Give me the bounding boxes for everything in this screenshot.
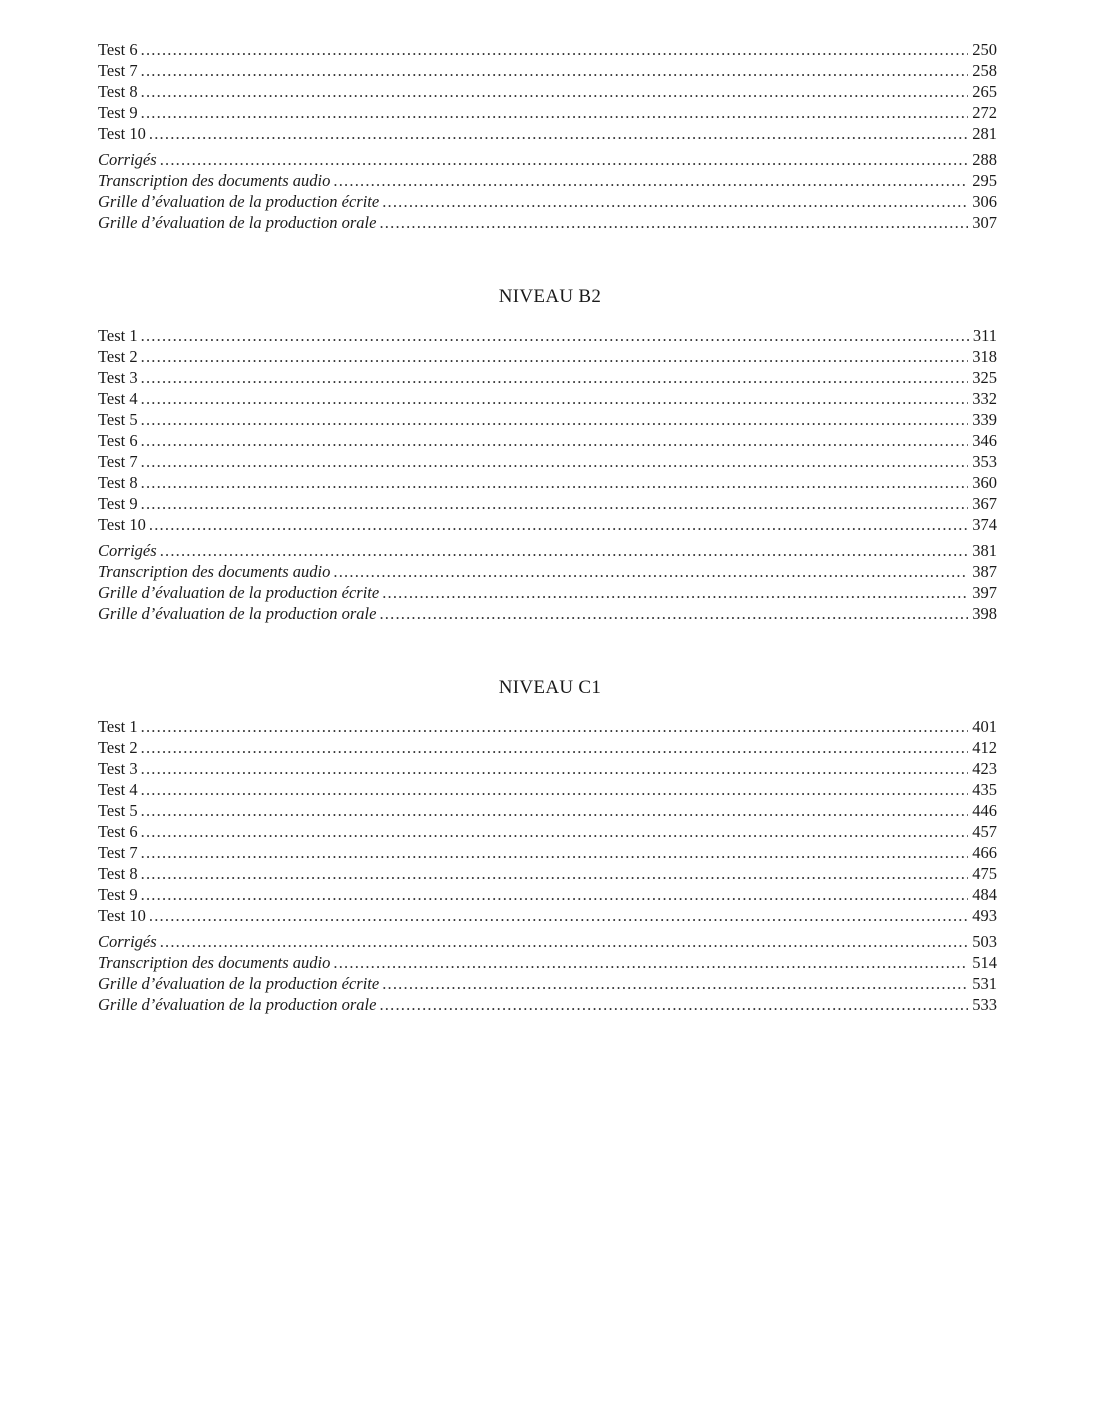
dot-leader: [141, 388, 969, 409]
toc-entry: [98, 905, 997, 926]
dot-leader: [141, 39, 969, 60]
toc-entry: [98, 191, 997, 212]
entry-label: Test 9: [98, 885, 138, 904]
entry-page: 346: [972, 431, 997, 450]
dot-leader: [141, 737, 969, 758]
entry-label: Test 10: [98, 906, 146, 925]
entry-page: 325: [972, 368, 997, 387]
entry-label: Transcription des documents audio: [98, 562, 331, 581]
entry-page: 466: [972, 843, 997, 862]
entry-label: Corrigés: [98, 150, 157, 169]
toc-entry: [98, 821, 997, 842]
entry-label: Transcription des documents audio: [98, 171, 331, 190]
toc-entry: [98, 561, 997, 582]
entry-label: Grille d’évaluation de la production orale: [98, 995, 377, 1014]
entry-label: Test 3: [98, 759, 138, 778]
dot-leader: [160, 540, 969, 561]
entry-label: Test 2: [98, 347, 138, 366]
entry-label: Grille d’évaluation de la production orale: [98, 604, 377, 623]
dot-leader: [160, 931, 969, 952]
entry-page: 250: [972, 40, 997, 59]
toc-entry: [98, 451, 997, 472]
entry-page: 307: [972, 213, 997, 232]
dot-leader: [149, 123, 968, 144]
dot-leader: [379, 994, 968, 1015]
entry-label: Grille d’évaluation de la production orale: [98, 213, 377, 232]
toc-entry: [98, 540, 997, 561]
entry-page: 332: [972, 389, 997, 408]
entry-label: Test 1: [98, 326, 138, 345]
dot-leader: [141, 430, 969, 451]
entry-label: Test 4: [98, 780, 138, 799]
entry-label: Test 8: [98, 864, 138, 883]
entry-label: Test 3: [98, 368, 138, 387]
toc-entry: [98, 170, 997, 191]
toc-entry: [98, 39, 997, 60]
dot-leader: [141, 409, 969, 430]
entry-page: 381: [972, 541, 997, 560]
toc-entry: [98, 716, 997, 737]
entry-label: Test 1: [98, 717, 138, 736]
entry-label: Corrigés: [98, 541, 157, 560]
dot-leader: [141, 758, 969, 779]
dot-leader: [141, 60, 969, 81]
entry-label: Test 10: [98, 515, 146, 534]
dot-leader: [382, 973, 968, 994]
toc-entry: [98, 212, 997, 233]
section-heading-c1: NIVEAU C1: [498, 677, 602, 698]
entry-label: Test 6: [98, 40, 138, 59]
dot-leader: [141, 346, 969, 367]
entry-page: 475: [972, 864, 997, 883]
entry-page: 281: [972, 124, 997, 143]
toc-entry: [98, 952, 997, 973]
dot-leader: [379, 212, 968, 233]
dot-leader: [160, 149, 969, 170]
dot-leader: [141, 821, 969, 842]
entry-page: 311: [972, 326, 997, 345]
toc-entry: [98, 60, 997, 81]
entry-page: 288: [972, 150, 997, 169]
entry-label: Test 4: [98, 389, 138, 408]
entry-page: 401: [972, 717, 997, 736]
entry-label: Test 10: [98, 124, 146, 143]
dot-leader: [141, 716, 969, 737]
entry-page: 295: [972, 171, 997, 190]
entry-page: 446: [972, 801, 997, 820]
entry-label: Test 5: [98, 410, 138, 429]
entry-page: 265: [972, 82, 997, 101]
entry-label: Grille d’évaluation de la production écrite: [98, 974, 380, 993]
toc-entry: [98, 603, 997, 624]
toc-entry: [98, 123, 997, 144]
dot-leader: [141, 451, 969, 472]
toc-entry: [98, 779, 997, 800]
entry-page: 318: [972, 347, 997, 366]
entry-label: Test 7: [98, 61, 138, 80]
entry-page: 353: [972, 452, 997, 471]
toc-entry: [98, 430, 997, 451]
toc-entry: [98, 367, 997, 388]
toc-section-b2: [98, 325, 997, 624]
dot-leader: [333, 561, 968, 582]
entry-page: 493: [972, 906, 997, 925]
toc-entry: [98, 346, 997, 367]
entry-page: 360: [972, 473, 997, 492]
dot-leader: [333, 952, 968, 973]
toc-entry: [98, 102, 997, 123]
entry-page: 272: [972, 103, 997, 122]
entry-page: 258: [972, 61, 997, 80]
entry-page: 423: [972, 759, 997, 778]
toc-entry: [98, 931, 997, 952]
toc-entry: [98, 737, 997, 758]
dot-leader: [141, 472, 969, 493]
toc-section-continued: [98, 39, 997, 233]
entry-page: 397: [972, 583, 997, 602]
toc-section-c1: [98, 716, 997, 1015]
entry-page: 306: [972, 192, 997, 211]
toc-entry: [98, 800, 997, 821]
entry-page: 412: [972, 738, 997, 757]
toc-entry: [98, 514, 997, 535]
entry-label: Corrigés: [98, 932, 157, 951]
dot-leader: [141, 842, 969, 863]
entry-page: 503: [972, 932, 997, 951]
dot-leader: [141, 863, 969, 884]
toc-entry: [98, 409, 997, 430]
dot-leader: [141, 102, 969, 123]
entry-page: 457: [972, 822, 997, 841]
dot-leader: [149, 905, 968, 926]
entry-page: 514: [972, 953, 997, 972]
toc-entry: [98, 582, 997, 603]
entry-label: Grille d’évaluation de la production écrite: [98, 583, 380, 602]
dot-leader: [141, 884, 969, 905]
entry-label: Test 6: [98, 431, 138, 450]
entry-page: 374: [972, 515, 997, 534]
dot-leader: [141, 367, 969, 388]
toc-entry: [98, 973, 997, 994]
entry-label: Test 7: [98, 843, 138, 862]
dot-leader: [333, 170, 968, 191]
toc-entry: [98, 472, 997, 493]
entry-label: Test 5: [98, 801, 138, 820]
entry-page: 387: [972, 562, 997, 581]
entry-label: Transcription des documents audio: [98, 953, 331, 972]
toc-entry: [98, 493, 997, 514]
toc-entry: [98, 863, 997, 884]
toc-entry: [98, 758, 997, 779]
entry-label: Test 8: [98, 82, 138, 101]
entry-page: 435: [972, 780, 997, 799]
dot-leader: [141, 493, 969, 514]
toc-entry: [98, 388, 997, 409]
entry-label: Test 9: [98, 103, 138, 122]
entry-page: 398: [972, 604, 997, 623]
dot-leader: [382, 191, 968, 212]
toc-entry: [98, 325, 997, 346]
entry-label: Test 7: [98, 452, 138, 471]
section-heading-b2: NIVEAU B2: [498, 286, 602, 307]
dot-leader: [382, 582, 968, 603]
toc-entry: [98, 884, 997, 905]
toc-entry: [98, 81, 997, 102]
dot-leader: [141, 325, 969, 346]
entry-label: Test 6: [98, 822, 138, 841]
entry-page: 533: [972, 995, 997, 1014]
toc-entry: [98, 994, 997, 1015]
dot-leader: [379, 603, 968, 624]
entry-label: Test 2: [98, 738, 138, 757]
dot-leader: [141, 800, 969, 821]
entry-label: Grille d’évaluation de la production écrite: [98, 192, 380, 211]
toc-entry: [98, 149, 997, 170]
dot-leader: [141, 81, 969, 102]
toc-entry: [98, 842, 997, 863]
entry-page: 339: [972, 410, 997, 429]
entry-label: Test 8: [98, 473, 138, 492]
entry-label: Test 9: [98, 494, 138, 513]
dot-leader: [149, 514, 968, 535]
entry-page: 367: [972, 494, 997, 513]
entry-page: 484: [972, 885, 997, 904]
entry-page: 531: [972, 974, 997, 993]
dot-leader: [141, 779, 969, 800]
